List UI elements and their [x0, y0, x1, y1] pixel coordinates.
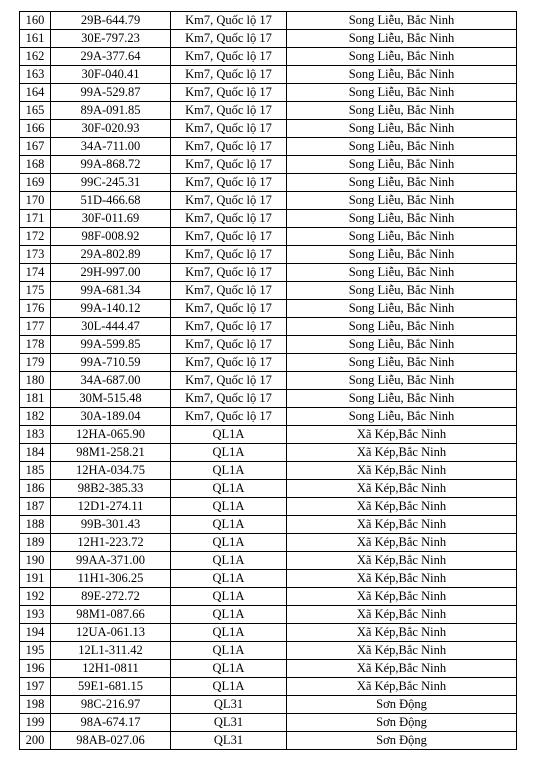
road-location-cell: QL31: [171, 732, 287, 750]
table-row: [20, 282, 517, 300]
row-number-cell: 197: [20, 678, 51, 696]
table-row: [20, 678, 517, 696]
license-plate-cell: 99A-710.59: [51, 354, 171, 372]
row-number-cell: 194: [20, 624, 51, 642]
license-plate-cell: 98M1-087.66: [51, 606, 171, 624]
place-cell: Xã Kép,Bắc Ninh: [287, 426, 517, 444]
road-location-cell: QL1A: [171, 678, 287, 696]
license-plate-cell: 99A-868.72: [51, 156, 171, 174]
place-cell: Xã Kép,Bắc Ninh: [287, 678, 517, 696]
place-cell: Xã Kép,Bắc Ninh: [287, 552, 517, 570]
table-row: [20, 534, 517, 552]
row-number-cell: 169: [20, 174, 51, 192]
license-plate-cell: 30F-020.93: [51, 120, 171, 138]
place-cell: Song Liễu, Bắc Ninh: [287, 192, 517, 210]
license-plate-cell: 99C-245.31: [51, 174, 171, 192]
row-number-cell: 181: [20, 390, 51, 408]
license-plate-cell: 59E1-681.15: [51, 678, 171, 696]
place-cell: Song Liễu, Bắc Ninh: [287, 174, 517, 192]
row-number-cell: 195: [20, 642, 51, 660]
row-number-cell: 166: [20, 120, 51, 138]
place-cell: Song Liễu, Bắc Ninh: [287, 102, 517, 120]
road-location-cell: Km7, Quốc lộ 17: [171, 210, 287, 228]
row-number-cell: 168: [20, 156, 51, 174]
place-cell: Song Liễu, Bắc Ninh: [287, 84, 517, 102]
license-plate-cell: 51D-466.68: [51, 192, 171, 210]
license-plate-cell: 12L1-311.42: [51, 642, 171, 660]
table-row: [20, 30, 517, 48]
table-row: [20, 588, 517, 606]
table-row: [20, 408, 517, 426]
table-row: [20, 300, 517, 318]
row-number-cell: 174: [20, 264, 51, 282]
road-location-cell: Km7, Quốc lộ 17: [171, 372, 287, 390]
row-number-cell: 176: [20, 300, 51, 318]
road-location-cell: QL1A: [171, 480, 287, 498]
row-number-cell: 160: [20, 12, 51, 30]
road-location-cell: Km7, Quốc lộ 17: [171, 300, 287, 318]
table-row: [20, 570, 517, 588]
road-location-cell: Km7, Quốc lộ 17: [171, 102, 287, 120]
place-cell: Song Liễu, Bắc Ninh: [287, 336, 517, 354]
row-number-cell: 179: [20, 354, 51, 372]
road-location-cell: Km7, Quốc lộ 17: [171, 390, 287, 408]
license-plate-cell: 29H-997.00: [51, 264, 171, 282]
place-cell: Song Liễu, Bắc Ninh: [287, 120, 517, 138]
place-cell: Song Liễu, Bắc Ninh: [287, 318, 517, 336]
row-number-cell: 186: [20, 480, 51, 498]
license-plate-cell: 99B-301.43: [51, 516, 171, 534]
table-row: [20, 156, 517, 174]
row-number-cell: 172: [20, 228, 51, 246]
road-location-cell: Km7, Quốc lộ 17: [171, 228, 287, 246]
road-location-cell: QL1A: [171, 426, 287, 444]
license-plate-cell: 30F-011.69: [51, 210, 171, 228]
row-number-cell: 196: [20, 660, 51, 678]
row-number-cell: 190: [20, 552, 51, 570]
road-location-cell: QL1A: [171, 516, 287, 534]
license-plate-cell: 30F-040.41: [51, 66, 171, 84]
license-plate-cell: 11H1-306.25: [51, 570, 171, 588]
road-location-cell: QL1A: [171, 534, 287, 552]
row-number-cell: 173: [20, 246, 51, 264]
road-location-cell: Km7, Quốc lộ 17: [171, 120, 287, 138]
place-cell: Xã Kép,Bắc Ninh: [287, 444, 517, 462]
table-body: [20, 12, 517, 750]
road-location-cell: QL1A: [171, 588, 287, 606]
road-location-cell: QL1A: [171, 444, 287, 462]
row-number-cell: 189: [20, 534, 51, 552]
table-row: [20, 192, 517, 210]
table-row: [20, 444, 517, 462]
row-number-cell: 175: [20, 282, 51, 300]
road-location-cell: Km7, Quốc lộ 17: [171, 84, 287, 102]
road-location-cell: QL31: [171, 696, 287, 714]
place-cell: Song Liễu, Bắc Ninh: [287, 300, 517, 318]
place-cell: Xã Kép,Bắc Ninh: [287, 480, 517, 498]
license-plate-cell: 98AB-027.06: [51, 732, 171, 750]
road-location-cell: QL1A: [171, 642, 287, 660]
license-plate-cell: 12UA-061.13: [51, 624, 171, 642]
license-plate-cell: 99A-140.12: [51, 300, 171, 318]
row-number-cell: 184: [20, 444, 51, 462]
license-plate-cell: 99A-529.87: [51, 84, 171, 102]
license-plate-cell: 89A-091.85: [51, 102, 171, 120]
license-plate-cell: 99AA-371.00: [51, 552, 171, 570]
table-row: [20, 228, 517, 246]
road-location-cell: QL1A: [171, 624, 287, 642]
row-number-cell: 198: [20, 696, 51, 714]
table-row: [20, 120, 517, 138]
license-plate-cell: 30L-444.47: [51, 318, 171, 336]
table-row: [20, 498, 517, 516]
table-row: [20, 552, 517, 570]
place-cell: Song Liễu, Bắc Ninh: [287, 408, 517, 426]
row-number-cell: 165: [20, 102, 51, 120]
place-cell: Xã Kép,Bắc Ninh: [287, 624, 517, 642]
license-plate-cell: 98C-216.97: [51, 696, 171, 714]
row-number-cell: 187: [20, 498, 51, 516]
place-cell: Song Liễu, Bắc Ninh: [287, 390, 517, 408]
license-plate-cell: 12H1-223.72: [51, 534, 171, 552]
license-plate-cell: 34A-687.00: [51, 372, 171, 390]
license-plate-cell: 34A-711.00: [51, 138, 171, 156]
row-number-cell: 163: [20, 66, 51, 84]
place-cell: Song Liễu, Bắc Ninh: [287, 138, 517, 156]
license-plate-cell: 98B2-385.33: [51, 480, 171, 498]
table-row: [20, 390, 517, 408]
table-row: [20, 12, 517, 30]
license-plate-cell: 30A-189.04: [51, 408, 171, 426]
place-cell: Sơn Động: [287, 696, 517, 714]
table-row: [20, 426, 517, 444]
place-cell: Song Liễu, Bắc Ninh: [287, 372, 517, 390]
place-cell: Song Liễu, Bắc Ninh: [287, 246, 517, 264]
road-location-cell: QL31: [171, 714, 287, 732]
row-number-cell: 161: [20, 30, 51, 48]
road-location-cell: Km7, Quốc lộ 17: [171, 30, 287, 48]
place-cell: Xã Kép,Bắc Ninh: [287, 588, 517, 606]
table-row: [20, 660, 517, 678]
row-number-cell: 200: [20, 732, 51, 750]
road-location-cell: Km7, Quốc lộ 17: [171, 138, 287, 156]
road-location-cell: Km7, Quốc lộ 17: [171, 408, 287, 426]
table-row: [20, 84, 517, 102]
road-location-cell: QL1A: [171, 660, 287, 678]
license-plate-cell: 99A-681.34: [51, 282, 171, 300]
row-number-cell: 164: [20, 84, 51, 102]
license-plate-cell: 12D1-274.11: [51, 498, 171, 516]
license-plate-cell: 99A-599.85: [51, 336, 171, 354]
license-plate-cell: 89E-272.72: [51, 588, 171, 606]
license-plate-cell: 29A-802.89: [51, 246, 171, 264]
place-cell: Xã Kép,Bắc Ninh: [287, 498, 517, 516]
road-location-cell: Km7, Quốc lộ 17: [171, 318, 287, 336]
table-row: [20, 66, 517, 84]
table-row: [20, 246, 517, 264]
road-location-cell: Km7, Quốc lộ 17: [171, 66, 287, 84]
place-cell: Song Liễu, Bắc Ninh: [287, 12, 517, 30]
road-location-cell: Km7, Quốc lộ 17: [171, 174, 287, 192]
table-row: [20, 318, 517, 336]
table-row: [20, 354, 517, 372]
place-cell: Sơn Động: [287, 732, 517, 750]
table-row: [20, 48, 517, 66]
place-cell: Xã Kép,Bắc Ninh: [287, 462, 517, 480]
table-row: [20, 696, 517, 714]
row-number-cell: 167: [20, 138, 51, 156]
table-row: [20, 642, 517, 660]
table-row: [20, 138, 517, 156]
license-plate-cell: 29B-644.79: [51, 12, 171, 30]
table-row: [20, 174, 517, 192]
place-cell: Xã Kép,Bắc Ninh: [287, 660, 517, 678]
place-cell: Song Liễu, Bắc Ninh: [287, 264, 517, 282]
place-cell: Song Liễu, Bắc Ninh: [287, 228, 517, 246]
row-number-cell: 192: [20, 588, 51, 606]
table-row: [20, 516, 517, 534]
row-number-cell: 162: [20, 48, 51, 66]
license-plate-cell: 98M1-258.21: [51, 444, 171, 462]
row-number-cell: 188: [20, 516, 51, 534]
license-plate-cell: 12H1-0811: [51, 660, 171, 678]
place-cell: Song Liễu, Bắc Ninh: [287, 156, 517, 174]
license-plate-cell: 98A-674.17: [51, 714, 171, 732]
table-row: [20, 372, 517, 390]
table-row: [20, 714, 517, 732]
row-number-cell: 178: [20, 336, 51, 354]
road-location-cell: Km7, Quốc lộ 17: [171, 282, 287, 300]
place-cell: Xã Kép,Bắc Ninh: [287, 516, 517, 534]
place-cell: Xã Kép,Bắc Ninh: [287, 642, 517, 660]
road-location-cell: Km7, Quốc lộ 17: [171, 48, 287, 66]
road-location-cell: Km7, Quốc lộ 17: [171, 336, 287, 354]
row-number-cell: 193: [20, 606, 51, 624]
row-number-cell: 170: [20, 192, 51, 210]
road-location-cell: Km7, Quốc lộ 17: [171, 354, 287, 372]
road-location-cell: Km7, Quốc lộ 17: [171, 264, 287, 282]
row-number-cell: 191: [20, 570, 51, 588]
place-cell: Xã Kép,Bắc Ninh: [287, 606, 517, 624]
row-number-cell: 185: [20, 462, 51, 480]
table-row: [20, 480, 517, 498]
violation-table: [19, 11, 517, 750]
place-cell: Song Liễu, Bắc Ninh: [287, 48, 517, 66]
place-cell: Song Liễu, Bắc Ninh: [287, 354, 517, 372]
row-number-cell: 177: [20, 318, 51, 336]
table-row: [20, 336, 517, 354]
row-number-cell: 183: [20, 426, 51, 444]
place-cell: Song Liễu, Bắc Ninh: [287, 282, 517, 300]
road-location-cell: QL1A: [171, 462, 287, 480]
road-location-cell: QL1A: [171, 498, 287, 516]
row-number-cell: 171: [20, 210, 51, 228]
table-row: [20, 624, 517, 642]
license-plate-cell: 12HA-034.75: [51, 462, 171, 480]
place-cell: Xã Kép,Bắc Ninh: [287, 570, 517, 588]
table-row: [20, 732, 517, 750]
row-number-cell: 199: [20, 714, 51, 732]
road-location-cell: QL1A: [171, 552, 287, 570]
license-plate-cell: 30M-515.48: [51, 390, 171, 408]
license-plate-cell: 29A-377.64: [51, 48, 171, 66]
place-cell: Song Liễu, Bắc Ninh: [287, 66, 517, 84]
table-row: [20, 102, 517, 120]
table-row: [20, 462, 517, 480]
row-number-cell: 180: [20, 372, 51, 390]
table-row: [20, 210, 517, 228]
road-location-cell: Km7, Quốc lộ 17: [171, 246, 287, 264]
license-plate-cell: 30E-797.23: [51, 30, 171, 48]
road-location-cell: QL1A: [171, 570, 287, 588]
road-location-cell: QL1A: [171, 606, 287, 624]
road-location-cell: Km7, Quốc lộ 17: [171, 156, 287, 174]
place-cell: Song Liễu, Bắc Ninh: [287, 210, 517, 228]
road-location-cell: Km7, Quốc lộ 17: [171, 12, 287, 30]
license-plate-cell: 12HA-065.90: [51, 426, 171, 444]
place-cell: Sơn Động: [287, 714, 517, 732]
row-number-cell: 182: [20, 408, 51, 426]
place-cell: Xã Kép,Bắc Ninh: [287, 534, 517, 552]
road-location-cell: Km7, Quốc lộ 17: [171, 192, 287, 210]
table-row: [20, 264, 517, 282]
place-cell: Song Liễu, Bắc Ninh: [287, 30, 517, 48]
license-plate-cell: 98F-008.92: [51, 228, 171, 246]
table-row: [20, 606, 517, 624]
